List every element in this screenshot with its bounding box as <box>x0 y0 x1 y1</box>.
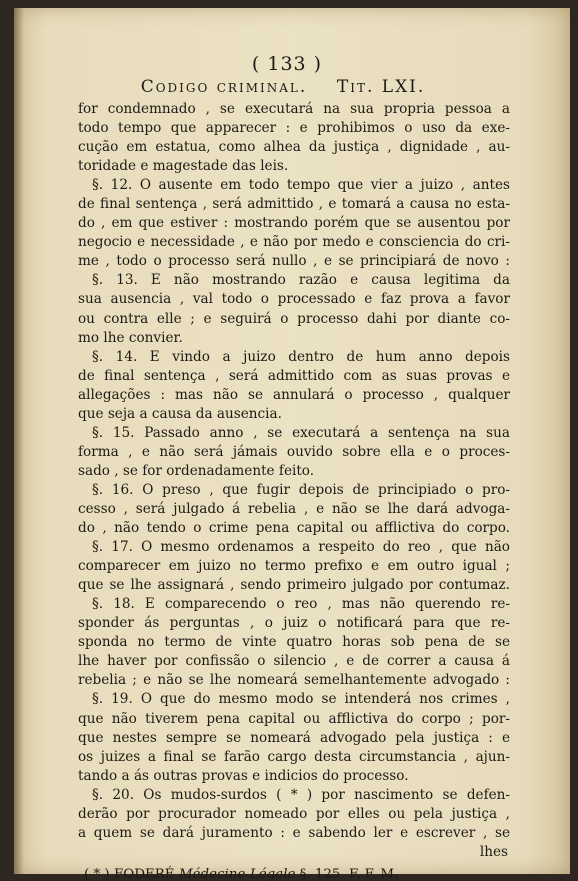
text-line: de final sentença , será admittido , e tomará a causa no esta- <box>78 196 510 213</box>
footnote-mark: ( * ) <box>84 866 110 881</box>
text-line: §. 12. O ausente em todo tempo que vier a juizo , antes <box>92 177 510 194</box>
text-line: §. 20. Os mudos-surdos ( * ) por nascimento se defen- <box>92 786 510 803</box>
text-line: tando a ás outras provas e indicios do processo. <box>78 767 409 784</box>
page-number: ( 133 ) <box>251 53 323 75</box>
text-line: lhe haver por confissão o silencio , e de correr a causa á <box>78 653 510 670</box>
text-line: forma , e não será jámais ouvido sobre ella e o proces- <box>78 443 510 460</box>
text-line: §. 16. O preso , que fugir depois de principiado o pro- <box>92 481 510 498</box>
text-line: sua ausencia , val todo o processado e faz prova a favor <box>78 291 510 308</box>
text-line: que nestes sempre se nomeará advogado pela justiça : e <box>78 729 510 746</box>
footnote-rule <box>78 862 510 863</box>
text-line: for condemnado , se executará na sua propria pessoa a <box>78 101 510 117</box>
text-line: todo tempo que apparecer : e prohibimos o uso da exe- <box>78 120 510 137</box>
footnote-reference: §. 125. F. F. M. <box>299 866 399 881</box>
text-line: cução em estatua, como alhea da justiça , dignidade , au- <box>78 139 510 156</box>
catchword: lhes <box>479 843 508 860</box>
text-line: §. 17. O mesmo ordenamos a respeito do reo , que não <box>92 539 510 556</box>
footnote-author: FODERÉ <box>113 866 175 881</box>
text-line: sponda no termo de vinte quatro horas sob pena de se <box>78 634 510 651</box>
footnote <box>84 865 510 881</box>
text-line: que se lhe assignará , sendo primeiro julgado por contumaz. <box>78 577 510 594</box>
text-line: rebelia ; e não se lhe nomeará semelhantemente advogado : <box>78 672 510 689</box>
text-line: allegações : mas não se annulará o processo , qualquer <box>78 386 510 403</box>
text-line: de final sentença , será admittido com as suas provas e <box>78 367 510 384</box>
text-line: negocio e necessidade , e não por medo e consciencia do cri- <box>78 234 510 251</box>
body-text <box>78 100 510 843</box>
text-line: §. 15. Passado anno , se executará a sentença na sua <box>92 424 510 441</box>
running-head-title: Codigo criminal. <box>140 77 308 97</box>
page-text-block <box>78 52 510 881</box>
text-line: comparecer em juizo no termo prefixo e em outro igual ; <box>78 558 510 575</box>
text-line: do , não tendo o crime pena capital ou afflictiva do corpo. <box>78 520 510 537</box>
text-line: §. 13. E não mostrando razão e causa legitima da <box>92 272 510 289</box>
text-line: mo lhe convier. <box>78 329 183 346</box>
text-line: sponder ás perguntas , o juiz o notificará para que re- <box>78 615 510 632</box>
text-line: que não tiverem pena capital ou afflictiva do corpo ; por- <box>78 710 510 727</box>
page-gutter-shadow <box>14 8 24 874</box>
running-head <box>56 76 510 98</box>
text-line: os juizes a final se farão cargo desta circumstancia , ajun- <box>78 748 510 765</box>
text-line: §. 18. E comparecendo o reo , mas não querendo re- <box>92 596 510 613</box>
footnote-work: Médecine-Légale <box>178 866 296 881</box>
running-head-title-number: Tit. LXI. <box>336 77 426 97</box>
text-line: derão por procurador nomeado por elles ou pela justiça , <box>78 805 510 822</box>
text-line: que seja a causa da ausencia. <box>78 405 282 422</box>
text-line: me , todo o processo será nullo , e se principiará de novo : <box>78 253 510 270</box>
text-line: §. 19. O que do mesmo modo se intenderá nos crimes , <box>92 691 510 708</box>
text-line: do , em que estiver : mostrando porém que se ausentou por <box>78 215 510 232</box>
text-line: ou contra elle ; e seguirá o processo dahi por diante co- <box>78 310 510 327</box>
text-line: a quem se dará juramento : e sabendo ler e escrever , se <box>78 824 510 841</box>
text-line: sado , se for ordenadamente feito. <box>78 462 315 479</box>
text-line: §. 14. E vindo a juizo dentro de hum anno depois <box>92 348 510 365</box>
text-line: toridade e magestade das leis. <box>78 158 289 175</box>
text-line: cesso , será julgado á rebelia , e não se lhe dará advoga- <box>78 500 510 517</box>
